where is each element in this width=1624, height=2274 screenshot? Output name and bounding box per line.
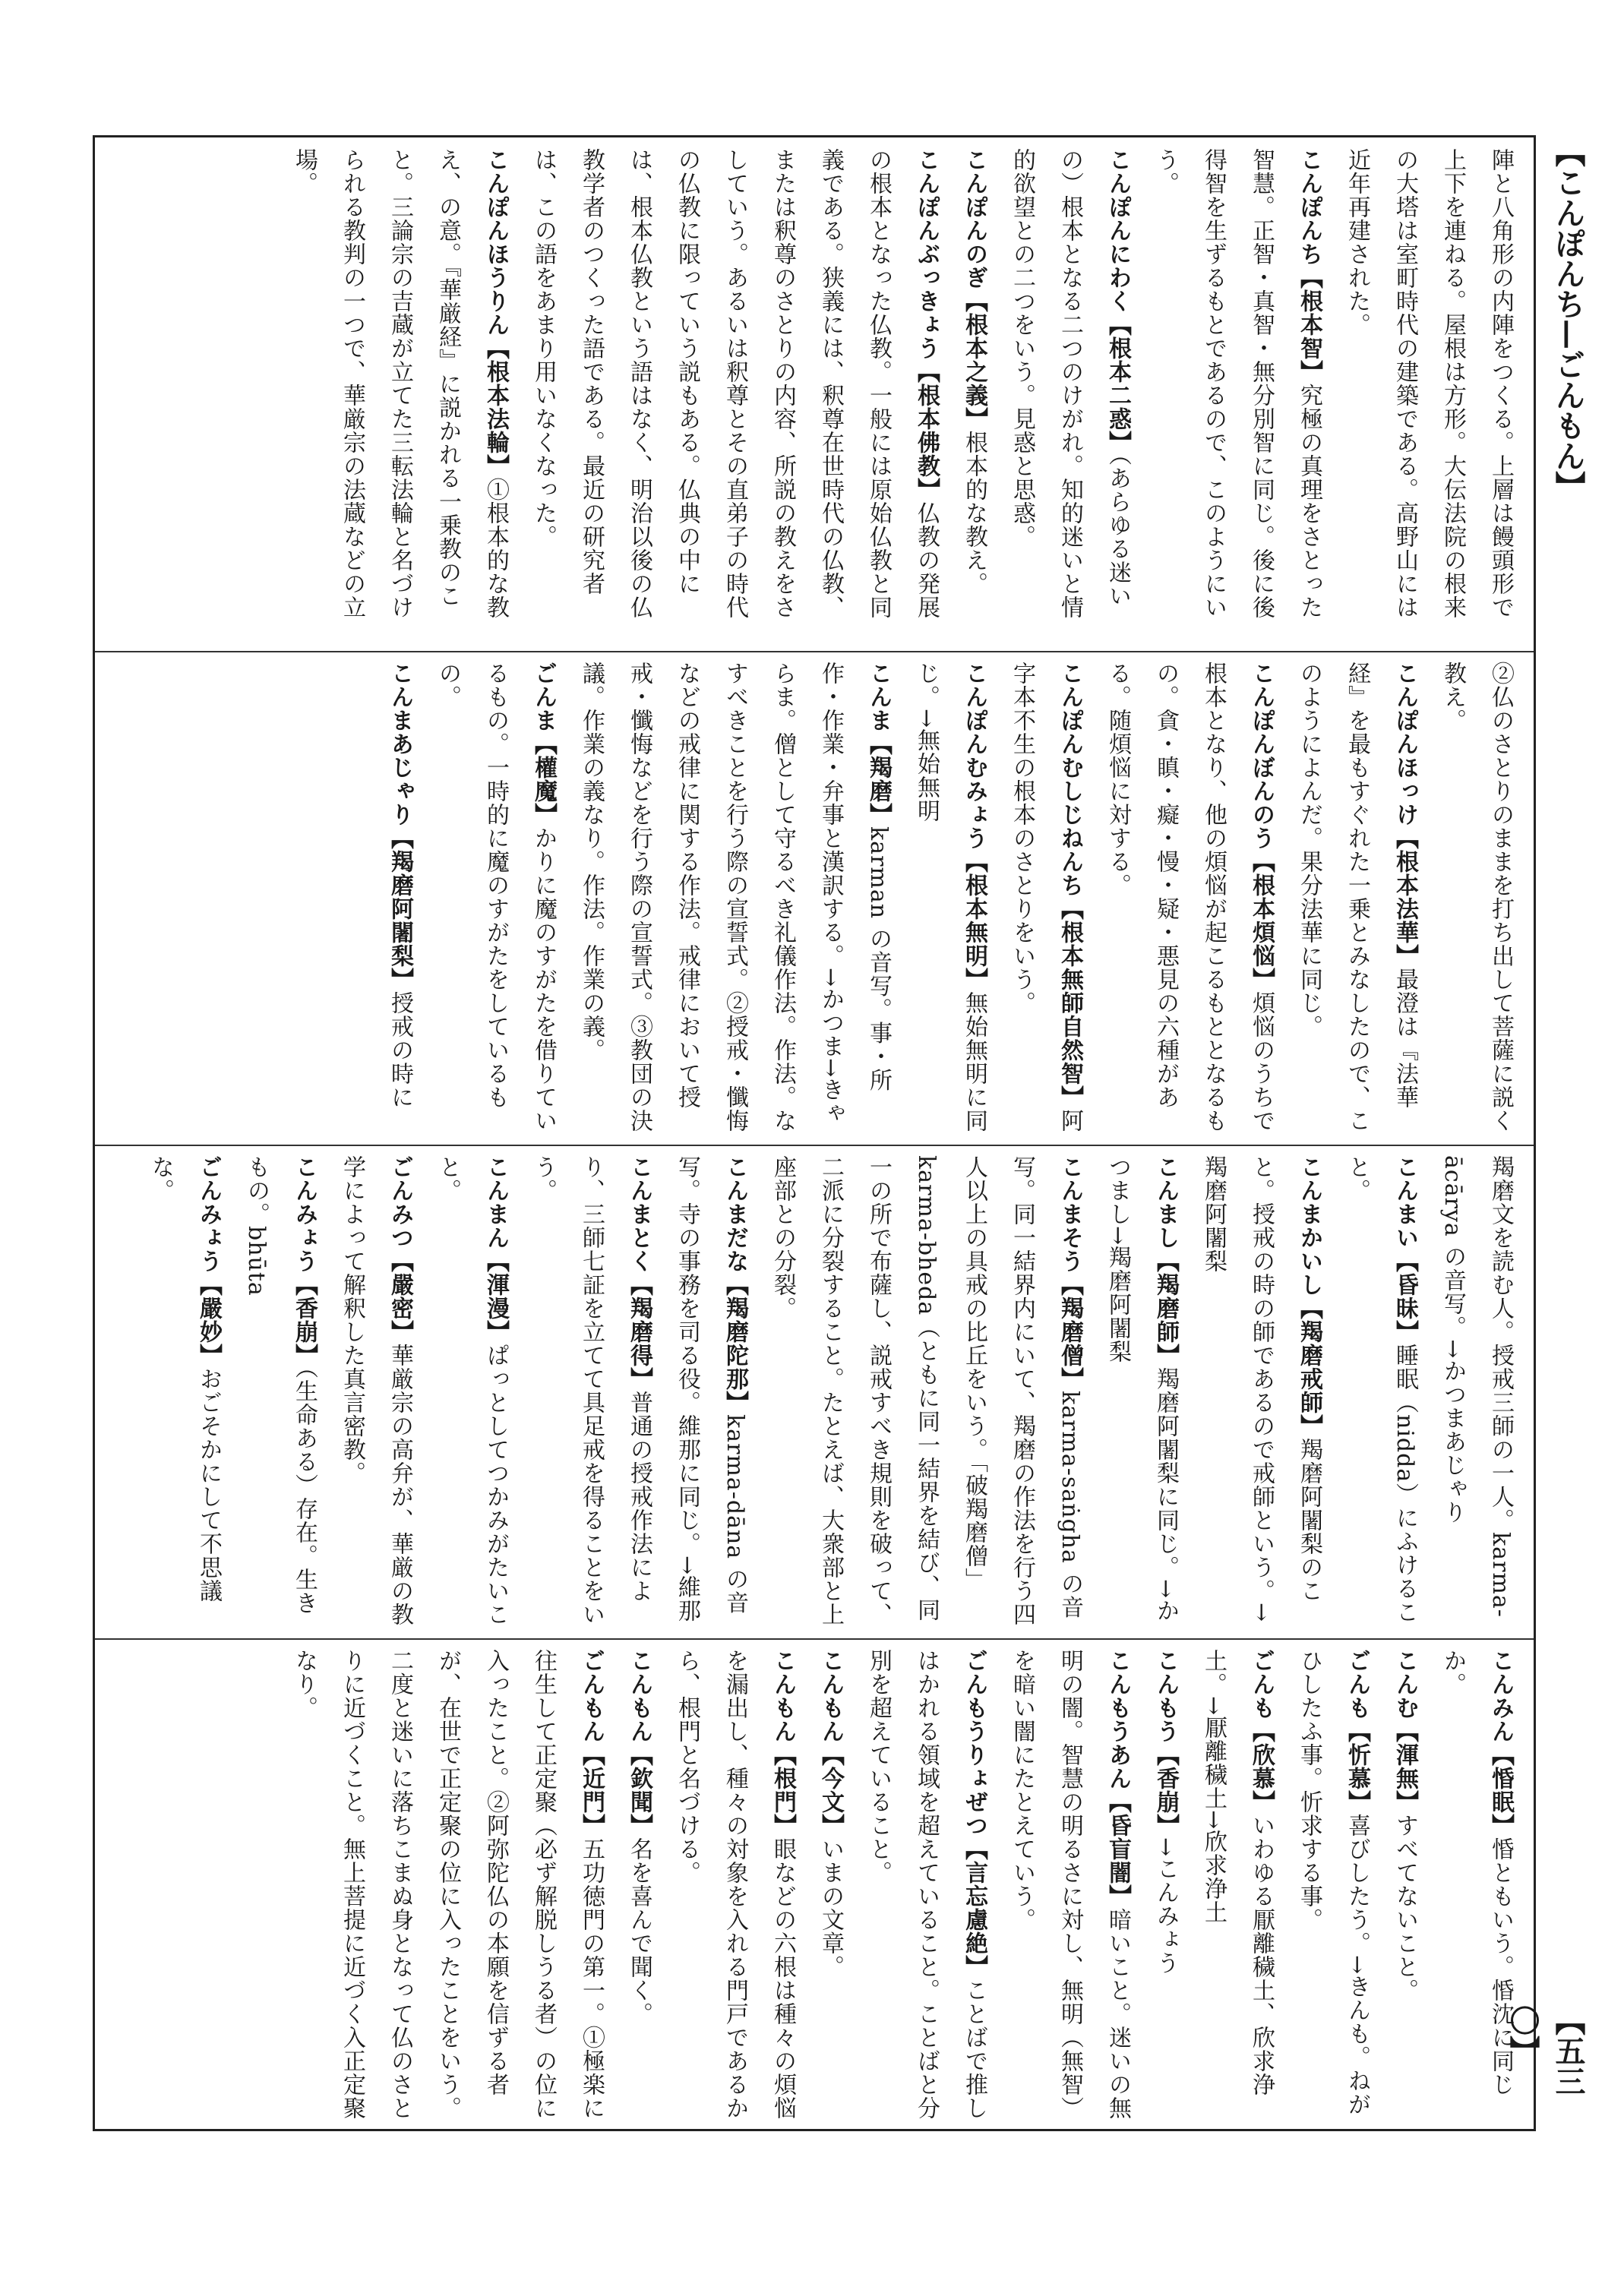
dictionary-entry	[1333, 1155, 1429, 1629]
entry-headword: こんみん【惛眠】	[1487, 1649, 1514, 1837]
dictionary-entry	[998, 1649, 1142, 2123]
page-frame	[93, 135, 1536, 2131]
entry-headword: ごんみょう【嚴妙】	[195, 1155, 222, 1367]
dictionary-entry	[280, 1649, 615, 2123]
tier-divider	[95, 651, 1534, 652]
tier-2	[106, 662, 1524, 1135]
entry-headword: こんむ【渾無】	[1392, 1649, 1418, 1814]
tier-3	[106, 1155, 1524, 1629]
entry-definition: 名を喜んで聞く。	[626, 1837, 652, 2026]
running-head: 【こんぽんち—ごんもん】	[1550, 137, 1586, 501]
entry-definition: 惛ともいう。惛沈に同じか。	[1439, 1649, 1514, 2096]
entry-definition: いわゆる厭離穢土、欣求浄土。→厭離穢土→欣求浄土	[1200, 1649, 1275, 2096]
entry-headword: こんぽんむみょう【根本無明】	[961, 662, 987, 991]
entry-headword: こんまそう【羯磨僧】	[1057, 1155, 1083, 1391]
dictionary-entry	[855, 1649, 998, 2123]
entry-headword: こんまし【羯磨師】	[1152, 1155, 1179, 1367]
dictionary-entry	[137, 1155, 232, 1629]
entry-definition: 喜びしたう。→きんも。ねがひしたふ事。忻求する事。	[1296, 1649, 1370, 2117]
entry-definition: karma-dāna の音写。寺の事務を司る役。維那に同じ。→維那	[674, 1155, 748, 1623]
entry-definition: すべてないこと。	[1392, 1814, 1418, 2002]
entry-definition: ②仏のさとりのままを打ち出して菩薩に説く教え。	[1439, 662, 1514, 1132]
entry-definition: かりに魔のすがたを借りているもの。一時的に魔のすがたをしているもの。	[434, 662, 557, 1132]
dictionary-entry	[1190, 1649, 1285, 2123]
tier-divider	[95, 1145, 1534, 1146]
entry-headword: こんまだな【羯磨陀那】	[722, 1155, 748, 1414]
entry-definition: ①根本的な教え、の意。『華厳経』に説かれる一乗教のこと。三論宗の吉蔵が立てた三転法輪と名づけられる教判の一つで、華厳宗の法蔵などの立場。	[291, 148, 509, 619]
entry-definition: 眼などの六根は種々の煩悩を漏出し、種々の対象を入れる門戸であるから、根門と名づける。	[674, 1649, 796, 2120]
tier-1	[106, 148, 1524, 642]
dictionary-entry	[1381, 1649, 1429, 2123]
dictionary-entry	[280, 148, 520, 642]
dictionary-entry	[376, 662, 424, 1135]
entry-headword: ごんも【欣慕】	[1248, 1649, 1275, 1814]
dictionary-entry	[424, 1155, 520, 1629]
dictionary-entry	[1285, 1649, 1381, 2123]
entry-headword: こんぽんほっけ【根本法華】	[1392, 662, 1418, 968]
entry-headword: ごんもん【近門】	[578, 1649, 605, 1837]
dictionary-entry	[663, 1155, 759, 1629]
dictionary-entry	[328, 1155, 424, 1629]
entry-definition: 五功徳門の第一。①極楽に往生して正定聚（必ず解脱しうる者）の位に入ったこと。②阿弥陀仏の本願を信ずる者が、在世で正定聚の位に入ったことをいう。二度と迷いに落ちこまぬ身となって仏のさとりに近づくこと。無上菩提に近づく入正定聚なり。	[291, 1649, 605, 2120]
entry-headword: こんまん【渾漫】	[482, 1155, 509, 1344]
entry-headword: ごんもうりょぜつ【言忘慮絶】	[961, 1649, 987, 1979]
entry-definition: 最澄は『法華経』を最もすぐれた一乗とみなしたので、このようによんだ。果分法華に同じ。	[1296, 662, 1418, 1132]
entry-headword: こんもうあん【昏盲闇】	[1104, 1649, 1131, 1908]
entry-definition: おごそかにして不思議な。	[147, 1155, 222, 1603]
entry-definition: ぱっとしてつかみがたいこと。	[434, 1155, 509, 1626]
entry-definition: karma-saṅgha の音写。同一結界内にいて、羯磨の作法を行う四人以上の具戒の比丘をいう。「破羯磨僧」karma-bheda（ともに同一結界を結び、同一の所で布薩し、説戒すべき規則を破って、二派に分裂すること。たとえば、大衆部と上座部との分裂。	[769, 1155, 1083, 1626]
entry-definition: 阿字本不生の根本のさとりをいう。	[1009, 662, 1083, 1132]
dictionary-entry	[950, 148, 998, 642]
entry-definition: 根本的な教え。	[961, 431, 987, 595]
dictionary-entry	[1429, 662, 1524, 1135]
dictionary-entry	[998, 148, 1142, 642]
entry-headword: こんぽんぶっきょう【根本佛教】	[913, 148, 940, 501]
entry-definition: 究極の真理をさとった智慧。正智・真智・無分別智に同じ。後に後得智を生ずるもとであるので、このようにいう。	[1152, 148, 1322, 619]
entry-headword: こんもん【欽聞】	[626, 1649, 652, 1837]
dictionary-entry	[520, 1155, 663, 1629]
entry-headword: こんぽんにわく【根本二惑】	[1104, 148, 1131, 454]
entry-headword: こんぽんぼんのう【根本煩悩】	[1248, 662, 1275, 991]
dictionary-entry	[1094, 662, 1285, 1135]
entry-headword: ごんま【權魔】	[530, 662, 557, 826]
entry-definition: （あらゆる迷いの）根本となる二つのけがれ。知的迷いと情的欲望との二つをいう。見惑と思惑。	[1009, 148, 1131, 619]
dictionary-entry	[663, 1649, 807, 2123]
entry-definition: 仏教の発展の根本となった仏教。一般には原始仏教と同義である。狭義には、釈尊在世時代の仏教、または釈尊のさとりの内容、所説の教えをさしていう。あるいは釈尊とその直弟子の時代の仏教に限っていう説もある。仏典の中には、根本仏教という語はなく、明治以後の仏教学者のつくった語である。最近の研究者は、この語をあまり用いなくなった。	[530, 148, 940, 619]
dictionary-entry	[232, 1155, 328, 1629]
entry-definition: いまの文章。	[817, 1837, 844, 1979]
entry-definition: 睡眠（nidda）にふけること。	[1344, 1155, 1418, 1625]
dictionary-entry	[615, 1649, 663, 2123]
entry-headword: こんもう【香崩】	[1152, 1649, 1179, 1837]
tier-divider	[95, 1638, 1534, 1640]
entry-definition: 煩悩のうちで根本となり、他の煩悩が起こるもととなるもの。貪・瞋・癡・慢・疑・悪見の六種がある。随煩悩に対する。	[1104, 662, 1275, 1132]
entry-definition: 無始無明に同じ。→無始無明	[913, 662, 987, 1132]
dictionary-entry	[759, 1155, 1094, 1629]
entry-definition: 暗いこと。迷いの無明の闇。智慧の明るさに対し、無明（無智）を暗い闇にたとえていう。	[1009, 1649, 1131, 2120]
entry-headword: こんまい【昏昧】	[1392, 1155, 1418, 1344]
entry-headword: こんまあじゃり【羯磨阿闍梨】	[387, 662, 413, 991]
entry-headword: こんみょう【香崩】	[291, 1155, 318, 1367]
entry-headword: こんぽんほうりん【根本法輪】	[482, 148, 509, 478]
entry-definition: →こんみょう	[1152, 1837, 1179, 1976]
entry-definition: （生命ある）存在。生きもの。bhūta	[243, 1155, 318, 1615]
dictionary-entry	[1285, 662, 1429, 1135]
dictionary-entry	[902, 662, 998, 1135]
entry-headword: こんまとく【羯磨得】	[626, 1155, 652, 1391]
dictionary-entry	[1333, 148, 1524, 642]
entry-headword: ごんも【忻慕】	[1344, 1649, 1370, 1814]
entry-headword: こんま【羯磨】	[865, 662, 892, 826]
dictionary-entry	[1142, 148, 1333, 642]
dictionary-entry	[520, 148, 950, 642]
tier-4	[106, 1649, 1524, 2123]
entry-definition: 陣と八角形の内陣をつくる。上層は饅頭形で上下を連ねる。屋根は方形。大伝法院の根来の大塔は室町時代の建築である。高野山には近年再建された。	[1344, 148, 1514, 619]
entry-definition: 羯磨阿闍梨に同じ。→かつまし→羯磨阿闍梨	[1104, 1155, 1179, 1623]
dictionary-entry	[567, 662, 902, 1135]
entry-headword: こんまかいし【羯磨戒師】	[1296, 1155, 1322, 1438]
entry-definition: 羯磨文を読む人。授戒三師の一人。karma-ācārya の音写。→かつまあじゃり	[1439, 1155, 1514, 1618]
entry-definition: karman の音写。事・所作・作業・弁事と漢訳する。→かつま→きゃらま。僧として守るべき礼儀作法。作法。なすべきことを行う際の宣誓式。②授戒・懺悔などの戒律に関する作法。戒律において授戒・懺悔などを行う際の宣誓式。③教団の決議。作業の義なり。作法。作業の義。	[578, 662, 892, 1132]
entry-definition: 羯磨阿闍梨のこと。授戒の時の師であるので戒師という。→羯磨阿闍梨	[1200, 1155, 1322, 1623]
dictionary-entry	[1094, 1155, 1190, 1629]
entry-headword: こんぽんむしじねんち【根本無師自然智】	[1057, 662, 1083, 1109]
entry-headword: こんぽんち【根本智】	[1296, 148, 1322, 384]
dictionary-entry	[998, 662, 1094, 1135]
dictionary-entry	[1142, 1649, 1190, 2123]
entry-headword: こんもん【根門】	[769, 1649, 796, 1837]
entry-definition: 授戒の時に	[387, 991, 413, 1109]
entry-headword: こんぽんのぎ【根本之義】	[961, 148, 987, 431]
entry-definition: ことばで推しはかれる領域を超えていること。ことばと分別を超えていること。	[865, 1649, 987, 2120]
dictionary-entry	[807, 1649, 855, 2123]
entry-headword: ごんみつ【嚴密】	[387, 1155, 413, 1344]
dictionary-entry	[1429, 1155, 1524, 1629]
entry-definition: 普通の授戒作法により、三師七証を立てて具足戒を得ることをいう。	[530, 1155, 652, 1626]
dictionary-entry	[424, 662, 567, 1135]
page-number: 【五三〇】	[1505, 2005, 1586, 2096]
entry-definition: 華厳宗の高弁が、華厳の教学によって解釈した真言密教。	[339, 1155, 413, 1626]
dictionary-entry	[1190, 1155, 1333, 1629]
entry-headword: こんもん【今文】	[817, 1649, 844, 1837]
